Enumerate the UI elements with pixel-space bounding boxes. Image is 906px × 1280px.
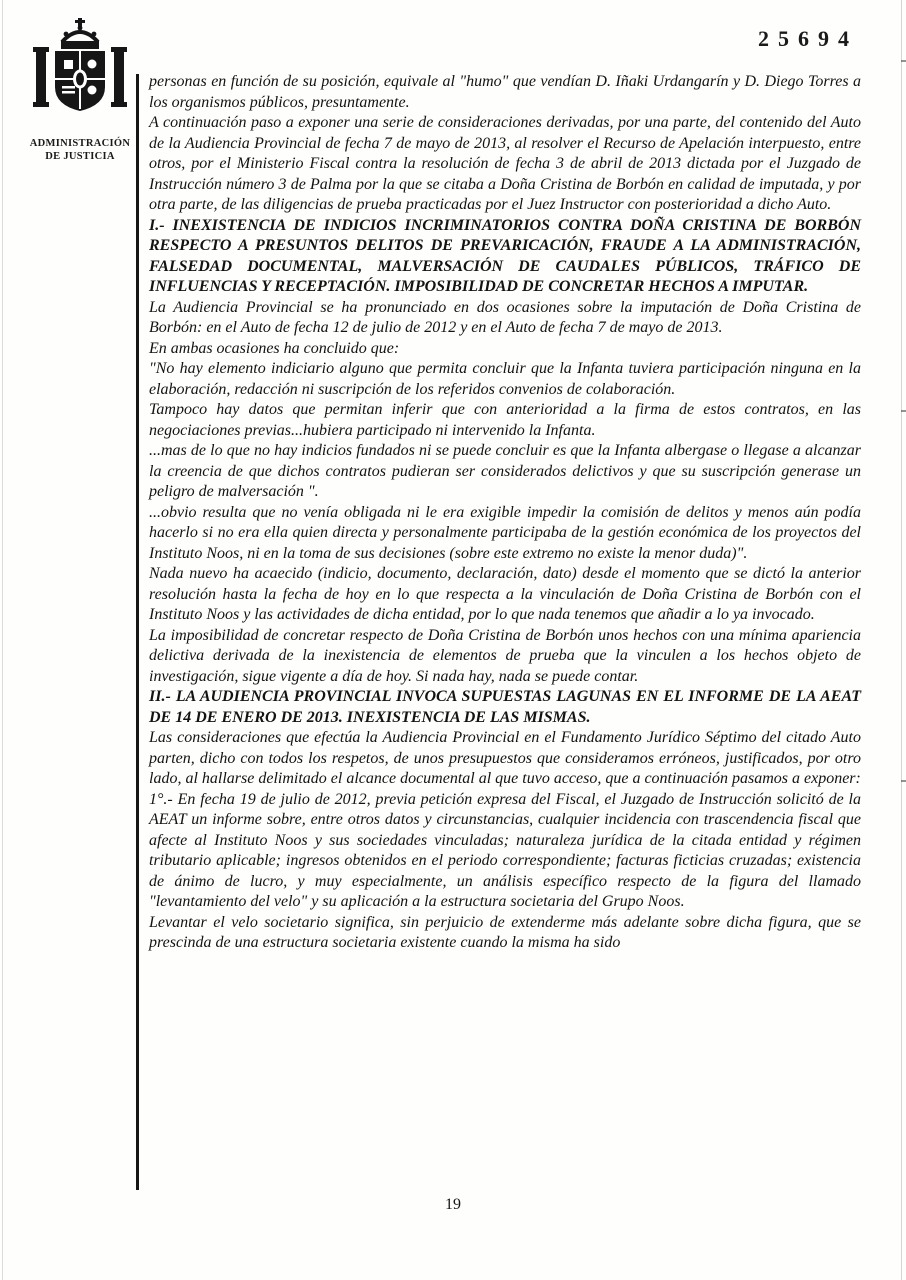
paragraph: ...mas de lo que no hay indicios fundados ni se puede concluir es que la Infanta albergase o llegase a alcanzar la creencia de que dichos contratos pudieran ser considerados delictivos y que su suscripción generase un peligro de malversación ".	[149, 442, 861, 500]
justice-administration-header	[24, 16, 136, 163]
paragraph: Las consideraciones que efectúa la Audiencia Provincial en el Fundamento Jurídico Séptimo del citado Auto parten, dicho con todos los respetos, de unos presupuestos que consideramos erróneos, justificados, por otro lado, al hallarse delimitado el alcance documental al que tuvo acceso, que a continuación pasamos a exponer:	[149, 729, 861, 787]
document-body	[149, 72, 861, 954]
section-heading-2: II.- LA AUDIENCIA PROVINCIAL INVOCA SUPUESTAS LAGUNAS EN EL INFORME DE LA AEAT DE 14 DE ENERO DE 2013. INEXISTENCIA DE LAS MISMAS.	[149, 688, 861, 726]
paragraph: Nada nuevo ha acaecido (indicio, documento, declaración, dato) desde el momento que se dictó la anterior resolución hasta la fecha de hoy en lo que respecta a la vinculación de Doña Cristina de Borbón con el Instituto Noos y las actividades de dicha entidad, por lo que nada tenemos que añadir a lo ya invocado.	[149, 565, 861, 623]
paragraph: La Audiencia Provincial se ha pronunciado en dos ocasiones sobre la imputación de Doña Cristina de Borbón: en el Auto de fecha 12 de julio de 2012 y en el Auto de fecha 7 de mayo de 2013.	[149, 298, 861, 336]
paragraph: En ambas ocasiones ha concluido que:	[149, 339, 400, 357]
scan-artifact-tick	[901, 780, 906, 782]
paragraph: personas en función de su posición, equivale al "humo" que vendían D. Iñaki Urdangarín y D. Diego Torres a los organismos públicos, presuntamente.	[149, 73, 861, 111]
paragraph: Tampoco hay datos que permitan inferir que con anterioridad a la firma de estos contratos, en las negociaciones previas...hubiera participado ni intervenido la Infanta.	[149, 401, 861, 439]
paragraph: Levantar el velo societario significa, sin perjuicio de extenderme más adelante sobre dicha figura, que se prescinda de una estructura societaria existente cuando la misma ha sido	[149, 913, 861, 951]
paragraph: ...obvio resulta que no venía obligada ni le era exigible impedir la comisión de delitos y menos aún podía hacerlo si no era ella quien directa y personalmente participaba de la gestión económica de los proyectos del Instituto Noos, ni en la toma de sus decisiones (sobre este extremo no existe la menor duda)".	[149, 503, 861, 562]
institution-line1: ADMINISTRACIÓN	[29, 138, 131, 149]
paragraph: La imposibilidad de concretar respecto de Doña Cristina de Borbón unos hechos con una mínima apariencia delictiva derivada de la inexistencia de elementos de prueba que la vinculen a los hechos objeto de investigación, sigue vigente a día de hoy. Si nada hay, nada se puede contar.	[149, 626, 861, 685]
institution-name	[24, 137, 136, 163]
paragraph: A continuación paso a exponer una serie de consideraciones derivadas, por una parte, del contenido del Auto de la Audiencia Provincial de fecha 7 de mayo de 2013, al resolver el Recurso de Apelación interpuesto, entre otros, por el Ministerio Fiscal contra la resolución de fecha 3 de abril de 2013 dictada por el Juzgado de Instrucción número 3 de Palma por la que se citaba a Doña Cristina de Borbón en calidad de imputada, y por otra parte, de las diligencias de prueba practicadas por el Juez Instructor con posterioridad a dicho Auto.	[149, 114, 861, 213]
paragraph: 1°.- En fecha 19 de julio de 2012, previa petición expresa del Fiscal, el Juzgado de Instrucción solicitó de la AEAT un informe sobre, entre otros datos y circunstancias, cualquier incidencia con trascendencia fiscal que afecte al Instituto Noos y sus sociedades vinculadas; naturaleza jurídica de la citada entidad y régimen tributario aplicable; ingresos obtenidos en el periodo correspondiente; facturas ficticias cruzadas; existencia de ánimo de lucro, y muy especialmente, un análisis específico respecto de la figura del llamado "levantamiento del velo" y su aplicación a la estructura societaria del Grupo Noos.	[149, 790, 861, 910]
scan-artifact-tick	[901, 410, 906, 412]
scan-artifact-right-edge	[901, 0, 902, 1280]
spanish-coat-of-arms-icon	[28, 16, 132, 128]
paragraph: "No hay elemento indiciario alguno que permita concluir que la Infanta tuviera participación ninguna en la elaboración, redacción ni suscripción de los referidos convenios de colaboración.	[149, 360, 861, 398]
scan-artifact-left-edge	[2, 0, 3, 1280]
section-heading-1: I.- INEXISTENCIA DE INDICIOS INCRIMINATORIOS CONTRA DOÑA CRISTINA DE BORBÓN RESPECTO A PRESUNTOS DELITOS DE PREVARICACIÓN, FRAUDE A LA ADMINISTRACIÓN, FALSEDAD DOCUMENTAL, MALVERSACIÓN DE CAUDALES PÚBLICOS, TRÁFICO DE INFLUENCIAS Y RECEPTACIÓN. IMPOSIBILIDAD DE CONCRETAR HECHOS A IMPUTAR.	[149, 216, 861, 295]
scan-artifact-tick	[901, 60, 906, 62]
document-number: 25694	[758, 26, 858, 51]
page-number: 19	[445, 1196, 461, 1213]
institution-line2: DE JUSTICIA	[45, 151, 115, 163]
margin-divider-line	[136, 74, 139, 1190]
